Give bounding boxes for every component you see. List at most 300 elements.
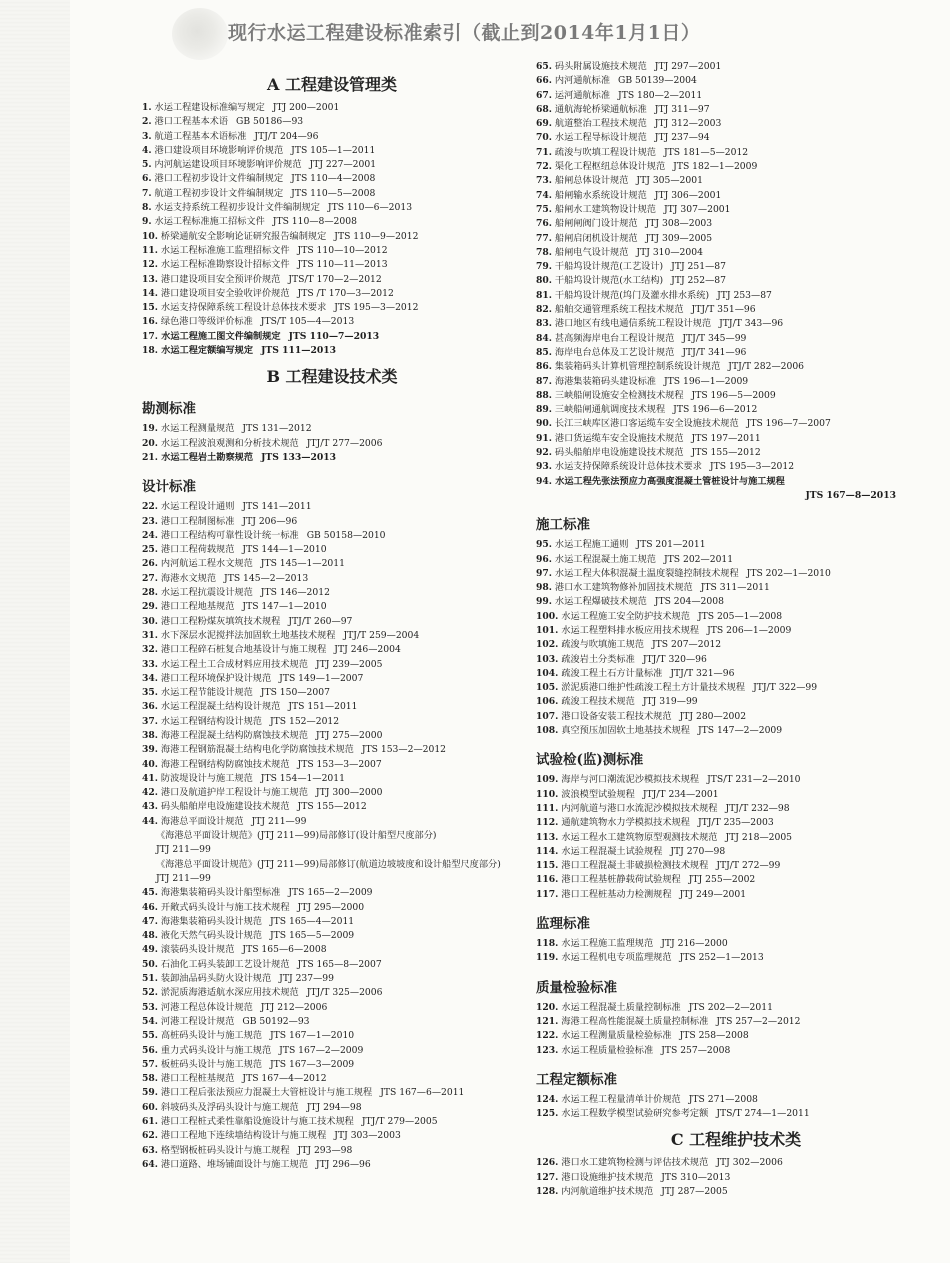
item-title: 水运工程钢结构设计规范: [160, 715, 262, 727]
item-code: JTS 131—2012: [242, 423, 312, 435]
standard-item: [142, 743, 522, 757]
item-code: JTJ 227—2001: [309, 159, 377, 171]
standard-item: [142, 901, 522, 915]
item-code: JTS/T 274—1—2011: [716, 1108, 810, 1120]
item-title: 水运工程测量质量检验标准: [561, 1030, 672, 1042]
item-number: 128.: [536, 1186, 559, 1197]
item-title: 船闸电气设计规范: [554, 246, 629, 258]
standard-item: [142, 529, 522, 543]
item-code: JTS 110—11—2013: [297, 259, 388, 271]
item-code: JTJ 311—97: [654, 103, 710, 115]
item-title: 绿色港口等级评价标准: [160, 316, 253, 328]
item-number: 126.: [536, 1157, 559, 1169]
standard-item: [536, 873, 936, 887]
item-code: JTS 202—2011: [663, 553, 734, 565]
standard-item: [536, 638, 936, 652]
item-title: 三峡船闸设施安全检测技术规程: [554, 389, 684, 401]
standard-item: [142, 287, 522, 301]
item-code: JTJ/T 259—2004: [343, 629, 420, 641]
item-title: 水运工程质量检验标准: [561, 1044, 654, 1056]
item-code: JTJ 307—2001: [663, 203, 731, 215]
item-code: JTS 141—2011: [242, 501, 312, 513]
item-number: 14.: [142, 287, 158, 299]
standard-item: [536, 681, 936, 695]
standard-item: [536, 289, 936, 303]
item-code: JTS/T 231—2—2010: [707, 774, 801, 786]
item-number: 60.: [142, 1101, 158, 1113]
item-number: 122.: [536, 1030, 559, 1042]
standard-item: [536, 859, 936, 873]
item-code: JTJ 303—2003: [334, 1130, 401, 1142]
item-title: 通航海轮桥梁通航标准: [554, 103, 647, 115]
item-title: 河港工程总体设计规范: [160, 1001, 253, 1013]
item-number: 3.: [142, 130, 152, 142]
item-title: 船闸闸阀门设计规范: [554, 218, 638, 230]
standard-item: [142, 772, 522, 786]
item-title: 海港集装箱码头建设标准: [554, 375, 656, 387]
item-number: 28.: [142, 587, 158, 599]
item-title: 桥梁通航安全影响论证研究报告编制规定: [160, 230, 327, 242]
list-construction: [536, 538, 936, 738]
standard-item: [536, 1001, 936, 1015]
item-title: 水运工程机电专项监理规范: [561, 952, 672, 964]
item-code: JTS 165—4—2011: [269, 915, 355, 927]
item-code: JTS 182—1—2009: [673, 161, 758, 173]
item-title: 渠化工程枢纽总体设计规范: [554, 161, 666, 173]
standard-item: [536, 432, 936, 446]
item-title: 疏浚与吹填工程设计规范: [554, 146, 656, 158]
standard-item: [536, 417, 936, 431]
item-number: 99.: [536, 596, 552, 608]
item-94-code: JTS 167—8—2013: [805, 489, 896, 501]
item-title: 海港集装箱码头设计船型标准: [160, 887, 281, 899]
standard-item: [142, 572, 522, 586]
item-title: 淤泥质港口维护性疏浚工程土方计量技术规程: [561, 682, 746, 694]
item-number: 116.: [536, 874, 559, 886]
note-revision-1: 《海港总平面设计规范》(JTJ 211—99)局部修订(设计船型尺度部分): [156, 830, 437, 842]
item-code: JTJ 312—2003: [654, 118, 722, 130]
item-code: JTS 153—3—2007: [297, 758, 382, 770]
item-number: 80.: [536, 275, 552, 287]
item-title: 海港集装箱码头设计规范: [160, 915, 262, 927]
item-code: JTS 155—2012: [691, 447, 761, 459]
item-code: JTJ 200—2001: [272, 102, 340, 113]
item-number: 48.: [142, 930, 158, 942]
item-number: 46.: [142, 901, 158, 913]
standard-item: [142, 330, 522, 344]
item-number: 26.: [142, 558, 158, 570]
standard-item: [536, 1044, 936, 1058]
standard-item: [536, 788, 936, 802]
item-number: 66.: [536, 75, 552, 87]
item-title: 水运工程标准施工招标文件: [154, 216, 265, 228]
item-code: JTJ 319—99: [642, 696, 698, 708]
standard-item: [536, 1171, 936, 1185]
header-logo-watermark: [172, 8, 228, 60]
item-number: 29.: [142, 601, 158, 613]
standard-item: [536, 203, 936, 217]
item-title: 内河航运建设项目环境影响评价规范: [154, 159, 302, 171]
standard-item: [142, 130, 522, 144]
item-title: 水运工程爆破技术规范: [554, 596, 647, 608]
item-number: 44.: [142, 815, 158, 827]
standard-item: [142, 101, 522, 115]
item-number: 106.: [536, 696, 559, 708]
item-number: 58.: [142, 1073, 158, 1085]
item-code: JTJ 294—98: [306, 1101, 362, 1113]
item-code: JTJ 310—2004: [636, 246, 703, 258]
item-title: 港口工程桩基动力检测规程: [561, 888, 672, 900]
standard-item: [142, 187, 522, 201]
list-design-1: [142, 500, 522, 829]
item-code: JTS 152—2012: [269, 715, 340, 727]
item-number: 71.: [536, 146, 552, 158]
item-number: 65.: [536, 61, 552, 72]
item-code: JTJ 308—2003: [645, 218, 713, 230]
note-revision-2-code: JTJ 211—99: [156, 872, 211, 884]
subheading-construction: 施工标准: [536, 517, 590, 534]
list-quota: [536, 1093, 936, 1122]
standard-item: [142, 700, 522, 714]
standard-item: [536, 624, 936, 638]
item-number: 81.: [536, 289, 552, 301]
item-code: JTJ/T 343—96: [719, 318, 784, 330]
item-number: 112.: [536, 817, 559, 829]
standard-item: [536, 60, 936, 74]
item-title: 水运工程施工安全防护技术规范: [561, 610, 690, 622]
item-title: 港口工程制图标准: [160, 515, 235, 527]
standard-item: [536, 117, 936, 131]
standard-item: [536, 232, 936, 246]
item-code: JTS 204—2008: [654, 596, 724, 608]
item-code: JTJ 306—2001: [654, 189, 722, 201]
standard-item: [142, 686, 522, 700]
item-title: 板桩码头设计与施工规范: [160, 1058, 262, 1070]
item-title: 港口工程地基规范: [160, 601, 235, 613]
item-number: 33.: [142, 658, 158, 670]
list-design-3: [536, 60, 936, 489]
item-code: JTS 165—2—2009: [288, 887, 373, 899]
item-code: JTJ 252—87: [671, 275, 726, 287]
item-title: 港口工程地下连续墙结构设计与施工规程: [160, 1130, 327, 1142]
note-revision-1-code: JTJ 211—99: [156, 844, 211, 856]
item-title: 石油化工码头装卸工艺设计规范: [160, 958, 290, 970]
item-number: 55.: [142, 1030, 158, 1042]
standard-item: [142, 672, 522, 686]
item-title: 港口工程混凝土非破损检测技术规程: [561, 860, 709, 872]
standard-item: [142, 958, 522, 972]
item-title: 河港工程设计规范: [160, 1015, 235, 1027]
list-c: [536, 1156, 936, 1199]
item-title: 港口工程碎石桩复合地基设计与施工规程: [160, 644, 327, 656]
standard-item: [142, 543, 522, 557]
standard-item: [142, 943, 522, 957]
item-code: JTJ/T 235—2003: [697, 817, 774, 829]
item-code: JTS 110—5—2008: [291, 187, 376, 199]
standard-item: [142, 273, 522, 287]
item-title: 水运工程标准勘察设计招标文件: [160, 259, 290, 271]
item-code: JTJ 297—2001: [654, 61, 722, 72]
standard-item: [142, 786, 522, 800]
item-number: 10.: [142, 230, 158, 242]
item-code: JTS 196—6—2012: [673, 404, 758, 416]
standard-item: [142, 729, 522, 743]
standard-item: [142, 1001, 522, 1015]
item-number: 114.: [536, 845, 559, 857]
standard-item: [536, 937, 936, 951]
item-title: 船舶交通管理系统工程技术规范: [554, 304, 684, 316]
standard-item: [142, 215, 522, 229]
item-code: JTJ/T 204—96: [254, 130, 319, 142]
standard-item: [536, 460, 936, 474]
item-code: JTS 110—9—2012: [334, 230, 419, 242]
item-number: 54.: [142, 1015, 158, 1027]
standard-item: [536, 653, 936, 667]
item-title: 航道整治工程技术规范: [554, 118, 647, 130]
item-number: 77.: [536, 232, 552, 244]
standard-item: [142, 1086, 522, 1100]
item-number: 21.: [142, 451, 158, 463]
standard-item: [142, 258, 522, 272]
standard-item: [536, 375, 936, 389]
item-title: 港口工程基本术语: [154, 116, 229, 128]
item-number: 56.: [142, 1044, 158, 1056]
item-title: 疏浚工程技术规范: [561, 696, 635, 708]
item-number: 94.: [536, 475, 552, 487]
item-code: JTJ 211—99: [251, 815, 307, 827]
item-number: 118.: [536, 938, 559, 950]
item-number: 27.: [142, 572, 158, 584]
item-code: JTS 146—2012: [260, 587, 330, 599]
item-code: JTJ 253—87: [717, 289, 772, 301]
item-code: GB 50139—2004: [618, 75, 697, 87]
standard-item: [142, 172, 522, 186]
item-number: 30.: [142, 615, 158, 627]
item-number: 17.: [142, 330, 158, 342]
item-code: JTS 257—2008: [661, 1044, 731, 1056]
item-code: JTS 207—2012: [652, 639, 722, 651]
item-title: 水运支持保障系统工程设计总体技术要求: [160, 302, 327, 314]
item-title: 港口货运缆车安全设施技术规范: [554, 432, 684, 444]
item-title: 航道工程初步设计文件编制规定: [154, 187, 284, 199]
standard-item: [142, 1072, 522, 1086]
item-code: JTS 180—2—2011: [618, 89, 703, 101]
item-number: 86.: [536, 361, 552, 373]
item-code: JTJ 305—2001: [636, 175, 703, 187]
item-code: JTJ 275—2000: [315, 729, 383, 741]
standard-item: [536, 1029, 936, 1043]
standard-item: [142, 715, 522, 729]
item-title: 水运工程混凝土试验规程: [561, 845, 663, 857]
item-title: 港口建设项目安全验收评价规范: [160, 287, 290, 299]
item-number: 110.: [536, 788, 559, 800]
item-title: 通航建筑物水力学模拟技术规程: [561, 817, 690, 829]
item-code: JTJ 309—2005: [645, 232, 713, 244]
item-number: 5.: [142, 159, 152, 171]
subheading-supervision: 监理标准: [536, 916, 590, 933]
standard-item: [142, 1029, 522, 1043]
item-code: JTJ 293—98: [297, 1144, 353, 1156]
item-code: JTS 105—1—2011: [291, 144, 376, 156]
item-title: 水运工程混凝土结构设计规范: [160, 701, 281, 713]
item-code: JTS 167—3—2009: [269, 1058, 355, 1070]
item-title: 水运工程岩土勘察规范: [161, 451, 254, 463]
item-title: 水运工程施工通则: [554, 539, 629, 551]
standard-item: [142, 315, 522, 329]
standard-item: [536, 260, 936, 274]
item-title: 船闸输水系统设计规范: [554, 189, 647, 201]
item-number: 96.: [536, 553, 552, 565]
item-code: JTJ 237—99: [279, 973, 334, 985]
standard-item: [142, 586, 522, 600]
standard-item: [142, 1101, 522, 1115]
item-title: 港口设施维护技术规范: [561, 1171, 654, 1183]
item-code: JTS 110—8—2008: [272, 216, 357, 228]
item-title: 水运工程工程量清单计价规范: [561, 1093, 681, 1105]
subheading-testing: 试验检(监)测标准: [536, 752, 644, 769]
list-design-2: [142, 886, 522, 1172]
item-code: GB 50192—93: [242, 1015, 310, 1027]
item-title: 水运工程施工监理规范: [561, 938, 654, 950]
item-code: JTS 310—2013: [661, 1171, 731, 1183]
item-title: 水下深层水泥搅拌法加固软土地基技术规程: [160, 629, 336, 641]
item-title: 港口工程结构可靠性设计统一标准: [160, 529, 299, 541]
standard-item: [536, 951, 936, 965]
item-number: 92.: [536, 447, 552, 459]
item-code: JTS 149—1—2007: [279, 672, 364, 684]
standard-item: [536, 710, 936, 724]
item-number: 67.: [536, 89, 552, 101]
item-code: JTS 196—5—2009: [691, 389, 776, 401]
item-title: 水运工程定额编写规定: [161, 345, 254, 357]
item-title: 水运工程波浪观测和分析技术规范: [160, 437, 299, 449]
standard-item: [142, 451, 522, 465]
item-code: JTJ 295—2000: [297, 901, 365, 913]
item-code: JTJ/T 272—99: [716, 860, 781, 872]
item-title: 港口工程荷载规范: [160, 544, 235, 556]
item-number: 45.: [142, 887, 158, 899]
item-number: 1.: [142, 102, 152, 113]
item-number: 83.: [536, 318, 552, 330]
item-code: JTJ/T 351—96: [691, 304, 756, 316]
item-title: 干船坞设计规范(工艺设计): [554, 261, 664, 273]
item-title: 港口工程后张法预应力混凝土大管桩设计与施工规程: [160, 1087, 373, 1099]
item-code: JTJ/T 341—96: [682, 346, 747, 358]
item-title: 港口道路、堆场铺面设计与施工规范: [160, 1158, 308, 1170]
item-code: JTJ 280—2002: [679, 710, 747, 722]
item-title: 疏浚与吹填施工规范: [561, 639, 644, 651]
item-title: 运河通航标准: [554, 89, 611, 101]
standard-item: [536, 389, 936, 403]
subheading-design: 设计标准: [142, 479, 196, 496]
item-code: JTS 147—2—2009: [697, 725, 783, 737]
item-code: JTS 154—1—2011: [260, 772, 345, 784]
standard-item: [142, 758, 522, 772]
standard-item: [536, 802, 936, 816]
standard-item: [536, 475, 936, 489]
item-code: JTJ 249—2001: [679, 888, 747, 900]
item-number: 32.: [142, 644, 158, 656]
standard-item: [142, 972, 522, 986]
item-title: 港口设备安装工程技术规范: [561, 710, 672, 722]
list-survey: [142, 422, 522, 465]
item-title: 港口及航道护岸工程设计与施工规范: [160, 787, 308, 799]
item-number: 117.: [536, 888, 559, 900]
item-code: JTJ/T 282—2006: [728, 361, 805, 373]
item-title: 港口水工建筑物检测与评估技术规范: [561, 1157, 709, 1169]
item-number: 107.: [536, 710, 559, 722]
item-title: 集装箱码头计算机管理控制系统设计规范: [554, 361, 721, 373]
standard-item: [142, 1158, 522, 1172]
item-code: JTS 150—2007: [260, 687, 330, 699]
standard-item: [142, 815, 522, 829]
item-title: 水运工程施工图文件编制规定: [161, 330, 281, 342]
standard-item: [536, 246, 936, 260]
standard-item: [536, 89, 936, 103]
item-number: 43.: [142, 801, 158, 813]
item-code: JTS 111—2013: [261, 345, 337, 357]
standard-item: [142, 915, 522, 929]
item-code: JTS 195—3—2012: [334, 302, 419, 314]
item-code: JTS 110—4—2008: [291, 173, 376, 185]
item-title: 干船坞设计规范(坞门及灌水排水系统): [554, 289, 710, 301]
item-code: JTS 196—1—2009: [663, 375, 749, 387]
standard-item: [142, 800, 522, 814]
item-code: JTJ/T 345—99: [682, 332, 747, 344]
standard-item: [142, 158, 522, 172]
item-title: 水运工程大体积混凝土温度裂缝控制技术规程: [554, 567, 739, 579]
item-number: 38.: [142, 729, 158, 741]
item-code: JTS 144—1—2010: [242, 544, 327, 556]
item-title: 海岸与河口潮流泥沙模拟技术规程: [561, 774, 700, 786]
standard-item: [536, 360, 936, 374]
item-number: 84.: [536, 332, 552, 344]
item-number: 102.: [536, 639, 559, 651]
item-code: JTS 202—2—2011: [688, 1001, 773, 1013]
item-title: 滚装码头设计规范: [160, 944, 235, 956]
item-title: 船闸总体设计规范: [554, 175, 629, 187]
item-code: JTS 196—7—2007: [746, 418, 831, 430]
item-title: 水运工程设计通则: [160, 501, 235, 513]
item-code: JTS 165—5—2009: [269, 930, 355, 942]
standard-item: [142, 1015, 522, 1029]
standard-item: [536, 888, 936, 902]
item-number: 7.: [142, 187, 152, 199]
item-number: 72.: [536, 161, 552, 173]
item-number: 109.: [536, 774, 559, 786]
standard-item: [536, 174, 936, 188]
item-title: 内河航道与港口水流泥沙模拟技术规程: [561, 802, 718, 814]
item-number: 69.: [536, 118, 552, 130]
item-code: JTS 110—10—2012: [297, 244, 388, 256]
item-title: 航道工程基本术语标准: [154, 130, 247, 142]
list-supervision: [536, 937, 936, 966]
item-title: 海港工程高性能混凝土质量控制标准: [561, 1015, 709, 1027]
item-number: 51.: [142, 973, 158, 985]
standard-item: [142, 422, 522, 436]
item-code: JTJ 251—87: [671, 261, 726, 273]
item-number: 31.: [142, 629, 158, 641]
item-title: 内河通航标准: [554, 75, 611, 87]
standard-item: [142, 615, 522, 629]
item-title: 海港总平面设计规范: [160, 815, 244, 827]
item-number: 50.: [142, 958, 158, 970]
item-number: 100.: [536, 610, 559, 622]
item-title: 水运工程数学模型试验研究参考定额: [561, 1108, 709, 1120]
standard-item: [142, 115, 522, 129]
item-code: JTJ 300—2000: [315, 787, 383, 799]
item-code: JTJ 218—2005: [725, 831, 793, 843]
